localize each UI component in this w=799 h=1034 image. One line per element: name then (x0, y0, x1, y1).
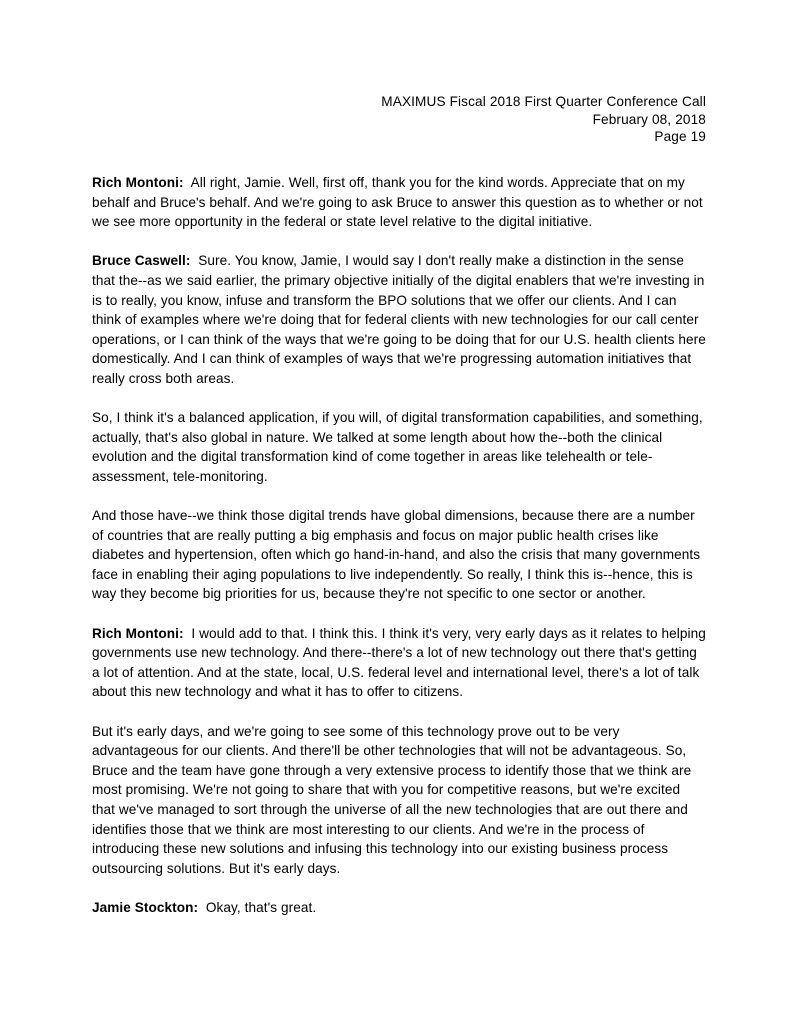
transcript-paragraph (92, 898, 706, 918)
speaker-name: Rich Montoni: (92, 625, 184, 641)
transcript-paragraph (92, 408, 706, 486)
header-page-number: Page 19 (654, 129, 706, 144)
paragraph-text: So, I think it's a balanced application, if you will, of digital transformation capabilities, and something, actually, that's also global in nature. We talked at some length about how the--both the clinical evolution and the digital transformation kind of come together in areas like telehealth or tele-assessment, tele-monitoring. (92, 410, 703, 484)
header-date-line: February 08, 2018 (592, 111, 706, 127)
transcript-paragraph (92, 624, 706, 702)
transcript-paragraph (92, 173, 706, 232)
transcript-paragraph (92, 506, 706, 604)
paragraph-text: Okay, that's great. (205, 899, 317, 915)
header-title-line: MAXIMUS Fiscal 2018 First Quarter Conference Call (381, 94, 706, 109)
speaker-name: Jamie Stockton: (92, 899, 199, 915)
speaker-name: Rich Montoni: (92, 175, 184, 190)
page-header (92, 93, 706, 146)
paragraph-text: And those have--we think those digital trends have global dimensions, because there are a number of countries that are really putting a big emphasis and focus on major public health crises like diabetes and hypertension, often which go hand-in-hand, and also the crisis that many governments face in enabling their aging populations to live independently. So really, I think this is--hence, this is way they become big priorities for us, because they're not specific to one sector or another. (92, 508, 701, 602)
speaker-name: Bruce Caswell: (92, 253, 191, 269)
paragraph-text: Sure. You know, Jamie, I would say I don't really make a distinction in the sense that the--as we said earlier, the primary objective initially of the digital enablers that we're investing in is to really, you know, infuse and transform the BPO solutions that we offer our clients. And I can think of examples where we're doing that for federal clients with new technologies for our call center operations, or I can think of the ways that we're going to be doing that for our U.S. health clients here domestically. And I can think of examples of ways that we're progressing automation initiatives that really cross both areas. (92, 253, 706, 386)
paragraph-text: All right, Jamie. Well, first off, thank you for the kind words. Appreciate that on my behalf and Bruce's behalf. And we're going to ask Bruce to answer this question as to whether or not we see more opportunity in the federal or state level relative to the digital initiative. (92, 175, 703, 230)
transcript-body (92, 173, 706, 918)
transcript-paragraph (92, 251, 706, 388)
speaker-separator (184, 175, 191, 190)
speaker-separator (198, 900, 206, 915)
paragraph-text: But it's early days, and we're going to see some of this technology prove out to be very advantageous for our clients. And there'll be other technologies that will not be advantageous. So, Bruce and the team have gone through a very extensive process to identify those that we think are most promising. We're not going to share that with you for competitive reasons, but we're excited that we've managed to sort through the universe of all the new technologies that are out there and identifies those that we think are most interesting to our clients. And we're in the process of introducing these new solutions and infusing this technology into our existing business process outsourcing solutions. But it's early days. (92, 723, 692, 876)
transcript-paragraph (92, 722, 706, 879)
paragraph-text: I would add to that. I think this. I think it's very, very early days as it relates to helping governments use new technology. And there--there's a lot of new technology out there that's getting a lot of attention. And at the state, local, U.S. federal level and international level, there's a lot of talk about this new technology and what it has to offer to citizens. (92, 625, 706, 700)
